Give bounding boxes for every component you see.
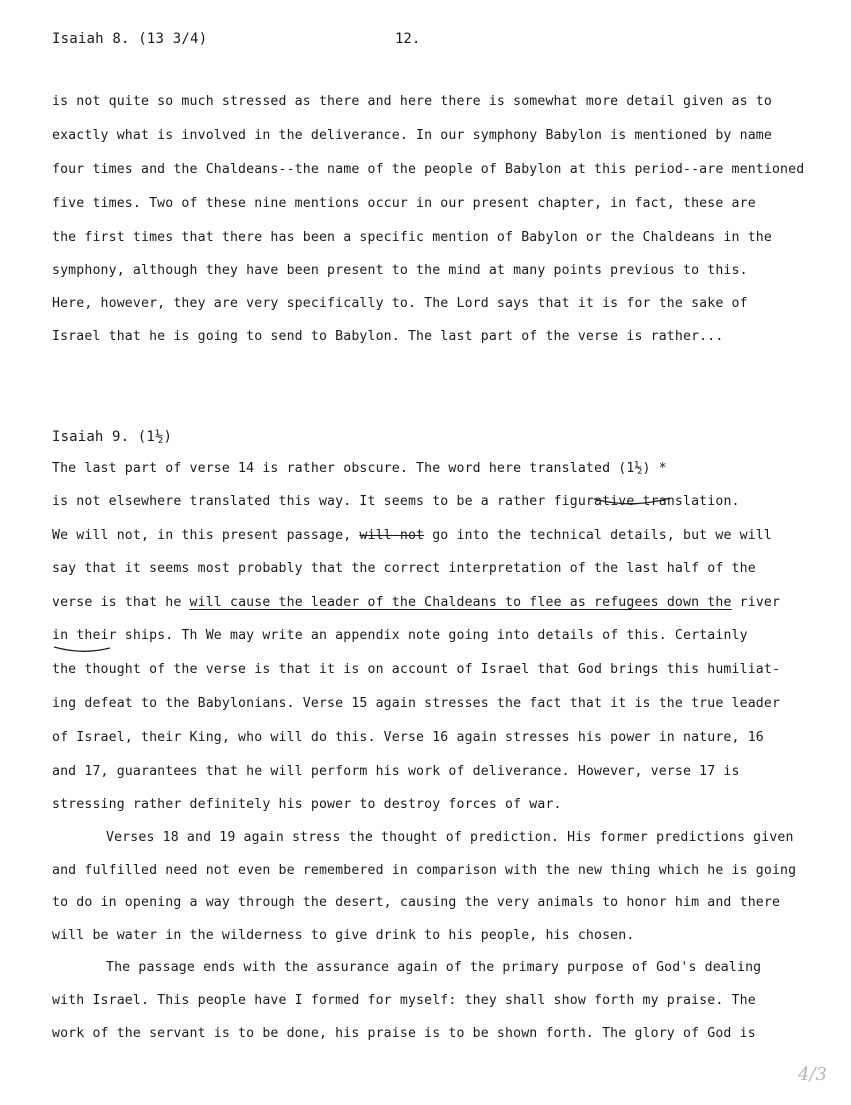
text-line: four times and the Chaldeans--the name of the people of Babylon at this period--are mentioned [52, 162, 805, 177]
underlined-word: figurative [553, 494, 635, 509]
text-segment: river [731, 595, 781, 610]
text-line: to do in opening a way through the desert, causing the very animals to honor him and there [52, 895, 781, 910]
text-line: symphony, although they have been present to the mind at many points previous to this. [52, 263, 748, 278]
text-segment: is not elsewhere translated this way. It seems to be a rather [52, 494, 554, 509]
text-line [52, 594, 837, 612]
underlined-text: to flee as refugees down the [496, 595, 732, 610]
section-heading: Isaiah 9. (1½) [52, 429, 173, 445]
text-line: with Israel. This people have I formed for myself: they shall show forth my praise. The [52, 993, 756, 1008]
text-line: the first times that there has been a specific mention of Babylon or the Chaldeans in the [52, 230, 772, 245]
text-line: The passage ends with the assurance again of the primary purpose of God's dealing [106, 960, 762, 975]
text-segment: go into the technical details, but we will [424, 528, 772, 543]
text-line [52, 527, 837, 545]
text-line: is not quite so much stressed as there and here there is somewhat more detail given as to [52, 94, 772, 109]
text-line: work of the servant is to be done, his praise is to be shown forth. The glory of God is [52, 1026, 756, 1041]
handwritten-underline [592, 496, 672, 508]
header-title: Isaiah 8. (13 3/4) [52, 31, 208, 47]
handwritten-page-mark: 4/3 [798, 1064, 827, 1085]
text-line: exactly what is involved in the deliverance. In our symphony Babylon is mentioned by name [52, 128, 772, 143]
text-line: Verses 18 and 19 again stress the thought of prediction. His former predictions given [106, 830, 794, 845]
text-line [52, 627, 837, 645]
underlined-text: will cause the leader [189, 595, 368, 610]
page-number: 12. [395, 31, 421, 47]
text-line: will be water in the wilderness to give drink to his people, his chosen. [52, 928, 635, 943]
struck-text: will-not [359, 528, 425, 543]
text-segment: verse is that he [52, 595, 190, 610]
text-line: say that it seems most probably that the correct interpretation of the last half of the [52, 561, 756, 576]
text-line: stressing rather definitely his power to destroy forces of war. [52, 797, 562, 812]
text-segment: We will not, in this present passage, [52, 528, 360, 543]
handwritten-underline [52, 645, 112, 655]
text-line: and 17, guarantees that he will perform his work of deliverance. However, verse 17 is [52, 764, 740, 779]
text-line: The last part of verse 14 is rather obscure. The word here translated (1½) * [52, 461, 667, 476]
text-segment: . Th We may write an appendix note going into details of this. Certainly [165, 628, 748, 643]
text-line: and fulfilled need not even be remembered in comparison with the new thing which he is going [52, 863, 797, 878]
text-line: Here, however, they are very specifically to. The Lord says that it is for the sake of [52, 296, 748, 311]
text-line: ing defeat to the Babylonians. Verse 15 again stresses the fact that it is the true leader [52, 696, 781, 711]
text-line: Israel that he is going to send to Babylon. The last part of the verse is rather... [52, 329, 724, 344]
struck-text: of the Chaldeans [367, 595, 497, 610]
text-line: five times. Two of these nine mentions occur in our present chapter, in fact, these are [52, 196, 756, 211]
text-line: of Israel, their King, who will do this. Verse 16 again stresses his power in nature, 16 [52, 730, 764, 745]
text-line: the thought of the verse is that it is on account of Israel that God brings this humiliat- [52, 662, 781, 677]
handwritten-marked-text: in their ships [52, 628, 166, 643]
text-line [52, 493, 837, 511]
text-segment: translation. [634, 494, 740, 509]
